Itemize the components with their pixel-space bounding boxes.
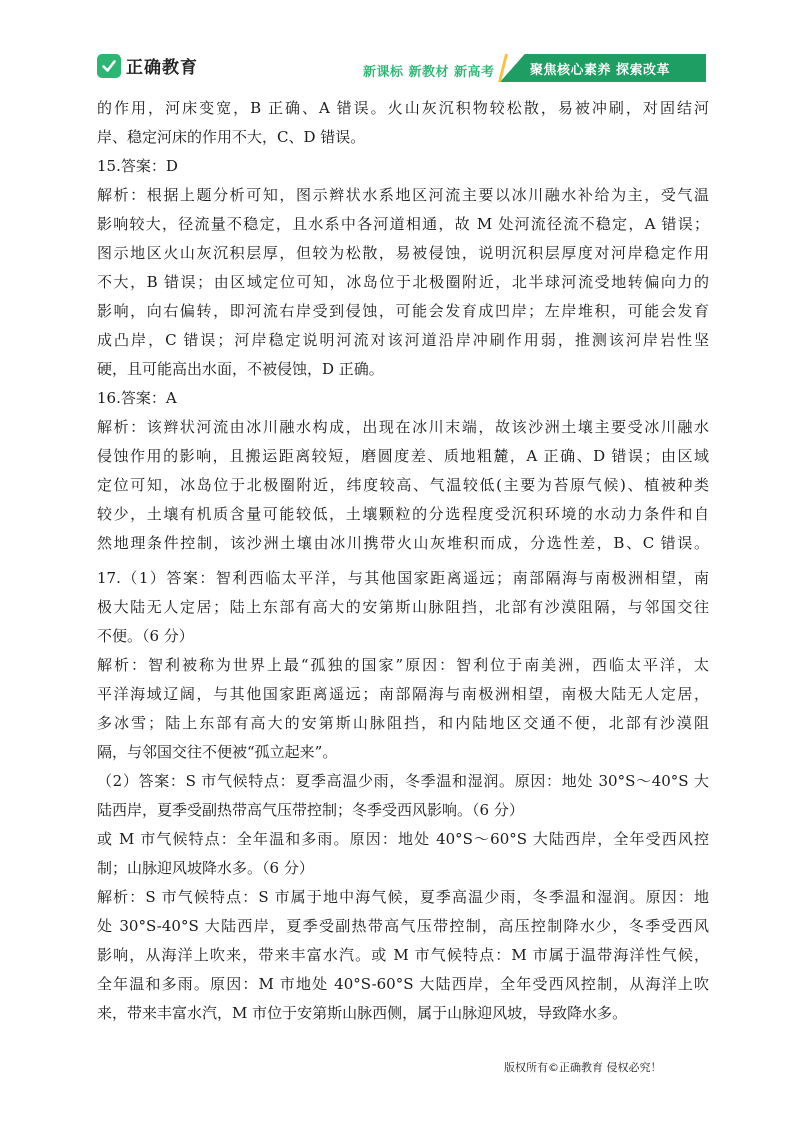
text-line: 极大陆无人定居；陆上东部有高大的安第斯山脉阻挡，北部有沙漠阻隔，与邻国交往 xyxy=(97,598,709,616)
text-line: 解析：根据上题分析可知，图示辫状水系地区河流主要以冰川融水补给为主，受气温 xyxy=(97,186,709,204)
text-line: 不大，B 错误；由区域定位可知，冰岛位于北极圈附近，北半球河流受地转偏向力的 xyxy=(97,273,709,291)
answer-content xyxy=(97,94,709,1028)
text-line: 解析：智利被称为世界上最“孤独的国家”原因：智利位于南美洲，西临太平洋，太 xyxy=(97,656,709,674)
text-line: 然地理条件控制，该沙洲土壤由冰川携带火山灰堆积而成，分选性差，B、C 错误。 xyxy=(97,534,709,552)
brand-logo xyxy=(97,53,198,78)
text-line: （2）答案：S 市气候特点：夏季高温少雨，冬季温和湿润。原因：地处 30°S～40°S 大 xyxy=(97,772,709,790)
text-line: 不便。（6 分） xyxy=(97,627,194,645)
text-line: 或 M 市气候特点：全年温和多雨。原因：地处 40°S～60°S 大陆西岸，全年受西风控 xyxy=(97,830,709,848)
text-line: 侵蚀作用的影响，且搬运距离较短，磨圆度差、质地粗麓，A 正确、D 错误；由区域 xyxy=(97,447,709,465)
text-line: 隔，与邻国交往不便被“孤立起来”。 xyxy=(97,743,338,761)
text-line: 图示地区火山灰沉积层厚，但较为松散，易被侵蚀，说明沉积层厚度对河岸稳定作用 xyxy=(97,244,709,262)
text-line: 的作用，河床变宽，B 正确、A 错误。火山灰沉积物较松散，易被冲刷，对固结河 xyxy=(97,99,709,117)
banner-text: 聚焦核心素养 探索改革 xyxy=(530,63,671,78)
text-line: 影响，向右偏转，即河流右岸受到侵蚀，可能会发育成凹岸；左岸堆积，可能会发育 xyxy=(97,302,709,320)
brand-name: 正确教育 xyxy=(126,58,198,78)
text-line: 来，带来丰富水汽，M 市位于安第斯山脉西侧，属于山脉迎风坡，导致降水多。 xyxy=(97,1004,628,1022)
text-line: 影响较大，径流量不稳定，且水系中各河道相通，故 M 处河流径流不稳定，A 错误； xyxy=(97,215,709,233)
text-line: 全年温和多雨。原因：M 市地处 40°S-60°S 大陆西岸，全年受西风控制，从海洋上吹 xyxy=(97,975,709,993)
text-line: 成凸岸，C 错误；河岸稳定说明河流对该河道沿岸冲刷作用弱，推测该河岸岩性坚 xyxy=(97,331,709,349)
text-line: 制；山脉迎风坡降水多。（6 分） xyxy=(97,859,314,877)
text-line: 定位可知，冰岛位于北极圈附近，纬度较高、气温较低(主要为苔原气候)、植被种类 xyxy=(97,476,709,494)
text-line: 岸、稳定河床的作用不大，C、D 错误。 xyxy=(97,128,366,146)
copyright-footer: 版权所有©正确教育 侵权必究！ xyxy=(504,1061,662,1074)
header-slogan: 新课标 新教材 新高考 xyxy=(363,65,495,80)
text-line: 17.（1）答案：智利西临太平洋，与其他国家距离遥远；南部隔海与南极洲相望，南 xyxy=(97,569,709,587)
text-line: 陆西岸，夏季受副热带高气压带控制；冬季受西风影响。（6 分） xyxy=(97,801,524,819)
answer-heading: 16.答案：A xyxy=(97,389,177,407)
text-line: 解析：S 市气候特点：S 市属于地中海气候，夏季高温少雨，冬季温和湿润。原因：地 xyxy=(97,888,709,906)
text-line: 平洋海域辽阔，与其他国家距离遥远；南部隔海与南极洲相望，南极大陆无人定居， xyxy=(97,685,709,703)
text-line: 较少，土壤有机质含量可能较低，土壤颗粒的分选程度受沉积环境的水动力条件和自 xyxy=(97,505,709,523)
answer-heading: 15.答案：D xyxy=(97,157,178,175)
text-line: 硬，且可能高出水面，不被侵蚀，D 正确。 xyxy=(97,360,384,378)
text-line: 影响，从海洋上吹来，带来丰富水汽。或 M 市气候特点：M 市属于温带海洋性气候， xyxy=(97,946,709,964)
page-header xyxy=(0,0,800,90)
checkmark-icon xyxy=(97,54,121,78)
text-line: 多冰雪；陆上东部有高大的安第斯山脉阻挡，和内陆地区交通不便，北部有沙漠阻 xyxy=(97,714,709,732)
text-line: 处 30°S-40°S 大陆西岸，夏季受副热带高气压带控制，高压控制降水少，冬季受西风 xyxy=(97,917,709,935)
text-line: 解析：该辫状河流由冰川融水构成，出现在冰川末端，故该沙洲土壤主要受冰川融水 xyxy=(97,418,709,436)
